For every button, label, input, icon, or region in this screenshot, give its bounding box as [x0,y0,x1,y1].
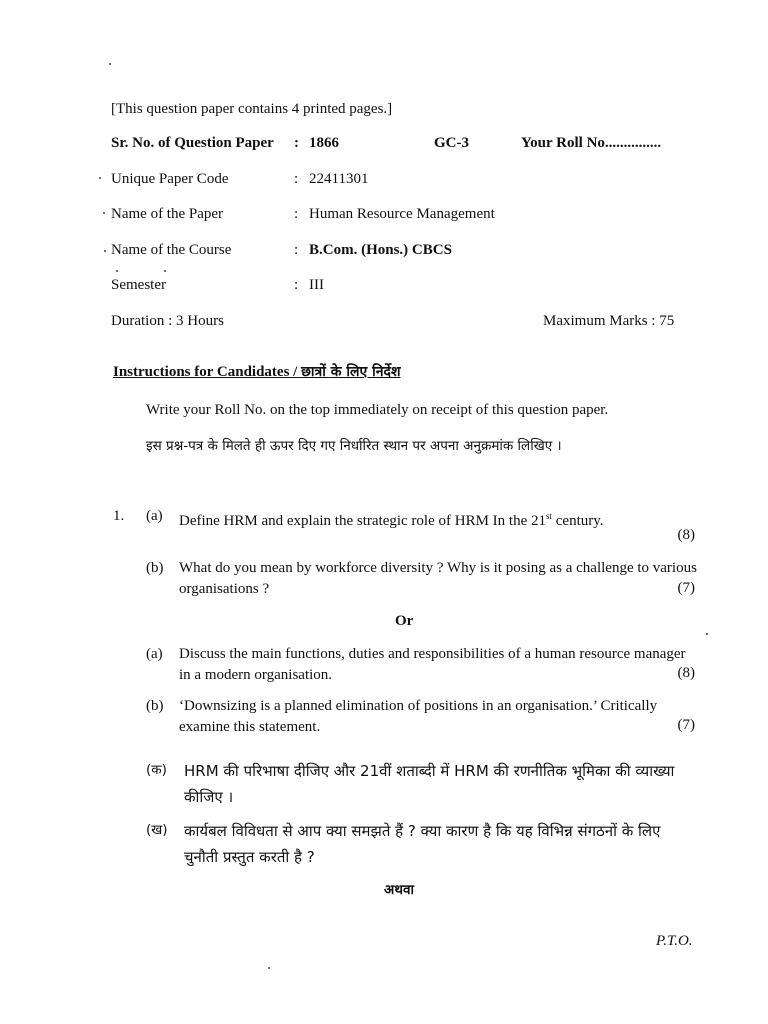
instruction-line-hi: इस प्रश्न-पत्र के मिलते ही ऊपर दिए गए निर्धारित स्थान पर अपना अनुक्रमांक लिखिए । [146,438,562,454]
scan-speck [116,270,118,272]
colon: : [294,242,299,258]
question-hi-a-text: HRM की परिभाषा दीजिए और 21वीं शताब्दी में HRM की रणनीतिक भूमिका की व्याख्या कीजिए । [184,762,675,806]
instructions-heading-en: Instructions for Candidates / [113,364,302,380]
question-label: (a) [146,646,163,662]
question-label: (b) [146,560,164,576]
question-1a-text: Define HRM and explain the strategic role of HRM In the 21st century. [179,511,604,529]
semester-label: Semester [111,277,166,293]
course-label: Name of the Course [111,242,232,258]
question-marks: (7) [677,580,695,596]
pto-label: P.T.O. [656,933,693,949]
question-label: (ख) [146,822,168,838]
scan-speck [706,633,708,635]
sr-no-value: 1866 [309,135,339,151]
colon: : [294,135,299,151]
duration: Duration : 3 Hours [111,313,224,329]
instructions-heading [113,362,400,381]
paper-name-value: Human Resource Management [309,206,495,222]
question-number: 1. [113,508,125,524]
maximum-marks: Maximum Marks : 75 [543,313,675,329]
instructions-heading-hi: छात्रों के लिए निर्देश [301,364,401,380]
course-value: B.Com. (Hons.) CBCS [309,242,452,258]
question-label: (b) [146,698,164,714]
scan-speck [164,270,166,272]
scan-speck [109,63,111,65]
instruction-line-en: Write your Roll No. on the top immediately on receipt of this question paper. [146,402,609,418]
gc-code: GC-3 [434,135,469,151]
page-count-note: [This question paper contains 4 printed pages.] [111,101,393,117]
question-label: (क) [146,762,167,778]
question-hi-b-text: कार्यबल विविधता से आप क्या समझते हैं ? क्या कारण है कि यह विभिन्न संगठनों के लिए चुनौती प्रस्तुत करती है ? [184,822,661,866]
question-marks: (8) [677,527,695,543]
unique-code-label: Unique Paper Code [111,171,229,187]
question-alt-a-text: Discuss the main functions, duties and responsibilities of a human resource manager in a modern organisation. [179,646,686,683]
question-label: (a) [146,508,163,524]
colon: : [294,206,299,222]
scan-speck [268,967,270,969]
unique-code-value: 22411301 [309,171,369,187]
question-1b-text: What do you mean by workforce diversity ? Why is it posing as a challenge to various organisations ? [179,560,697,597]
sr-no-label: Sr. No. of Question Paper [111,135,274,151]
or-divider-hindi: अथवा [384,882,414,898]
scan-speck [104,250,106,252]
or-divider: Or [395,613,414,629]
question-marks: (8) [677,665,695,681]
colon: : [294,277,299,293]
semester-value: III [309,277,324,293]
scan-speck [99,177,101,179]
question-marks: (7) [677,717,695,733]
question-alt-b-text: ‘Downsizing is a planned elimination of positions in an organisation.’ Critically examine this statement. [179,698,658,735]
paper-name-label: Name of the Paper [111,206,224,222]
roll-no-field: Your Roll No............... [521,135,662,151]
scan-speck [103,212,105,214]
colon: : [294,171,299,187]
